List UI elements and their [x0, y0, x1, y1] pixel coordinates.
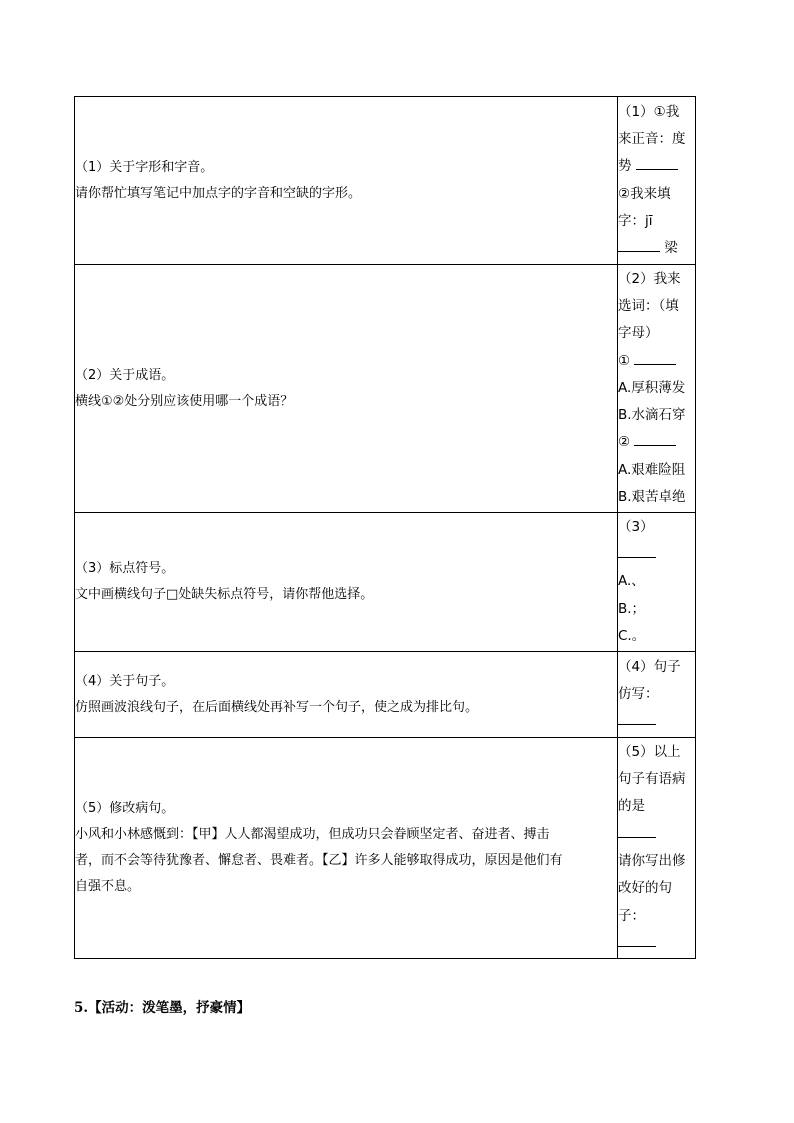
answer-blank[interactable]: [618, 710, 656, 725]
option-a: A.、: [618, 573, 645, 590]
answer-line: [618, 930, 695, 957]
answer-line: （1）①我: [618, 103, 680, 120]
answer-line: 句子有语病: [618, 771, 686, 788]
answer-line: [618, 708, 695, 735]
answer-line: 字母）: [618, 325, 659, 342]
option-b: B.艰苦卓绝: [618, 489, 686, 506]
answer-line: 字：jī: [618, 212, 653, 229]
question-table: [74, 96, 696, 959]
answer-blank[interactable]: [618, 823, 656, 838]
answer-line: 仿写：: [618, 685, 659, 702]
answer-line: 改好的句: [618, 880, 672, 897]
option-a: A.艰难险阻: [618, 461, 686, 478]
question-title: （2）关于成语。: [75, 367, 175, 383]
question-title: （1）关于字形和字音。: [75, 159, 214, 175]
option-b: B.；: [618, 600, 646, 617]
option-c: C.。: [618, 627, 646, 644]
question-text: 小风和小林感慨到：【甲】人人都渴望成功，但成功只会眷顾坚定者、奋进者、搏击: [75, 827, 550, 842]
question-text: 仿照画波浪线句子，在后面横线处再补写一个句子，使之成为排比句。: [75, 699, 479, 715]
question-text: 文中画横线句子□处缺失标点符号，请你帮他选择。: [75, 587, 374, 602]
answer-line: 子：: [618, 907, 645, 924]
answer-line: 的是: [618, 798, 645, 815]
answer-line: ①: [618, 348, 695, 375]
answer-cell: [618, 97, 696, 265]
question-text: 者，而不会等待犹豫者、懈怠者、畏难者。【乙】许多人能够取得成功，原因是他们有: [75, 853, 563, 868]
question-cell: [75, 652, 618, 738]
answer-line: 选词：（填: [618, 297, 679, 314]
option-b: B.水滴石穿: [618, 407, 686, 424]
answer-line: [618, 541, 695, 568]
answer-line: 势: [618, 153, 695, 180]
answer-line: ②: [618, 429, 695, 456]
question-title: （4）关于句子。: [75, 673, 175, 689]
answer-blank[interactable]: [618, 543, 656, 558]
answer-blank[interactable]: [634, 431, 676, 446]
answer-line: （5）以上: [618, 743, 681, 760]
answer-blank[interactable]: [618, 237, 660, 252]
answer-line: 请你写出修: [618, 853, 686, 869]
question-cell: [75, 738, 618, 959]
question-cell: [75, 265, 618, 513]
answer-blank[interactable]: [636, 155, 678, 170]
option-a: A.厚积薄发: [618, 379, 686, 396]
question-cell: [75, 513, 618, 652]
answer-cell: [618, 652, 696, 738]
answer-line: （2）我来: [618, 270, 681, 287]
table-row: [75, 652, 696, 738]
answer-line: 来正音：度: [618, 130, 686, 147]
section-heading: 5.【活动：泼笔墨，抒豪情】: [74, 1000, 251, 1016]
table-row: [75, 97, 696, 265]
question-title: （5）修改病句。: [75, 801, 175, 816]
table-row: [75, 513, 696, 652]
question-text: 横线①②处分别应该使用哪一个成语？: [75, 393, 294, 409]
table-row: [75, 738, 696, 959]
answer-line: [618, 821, 695, 848]
answer-line: （4）句子: [618, 658, 681, 675]
answer-line: （3）: [618, 518, 654, 535]
answer-line: ②我来填: [618, 185, 671, 202]
table-row: [75, 265, 696, 513]
answer-cell: [618, 265, 696, 513]
answer-blank[interactable]: [618, 932, 656, 947]
answer-cell: [618, 513, 696, 652]
answer-line: 梁: [618, 235, 695, 262]
question-cell: [75, 97, 618, 265]
answer-blank[interactable]: [634, 350, 676, 365]
question-text: 自强不息。: [75, 879, 141, 894]
question-title: （3）标点符号。: [75, 561, 175, 576]
question-text: 请你帮忙填写笔记中加点字的字音和空缺的字形。: [75, 185, 362, 201]
answer-cell: [618, 738, 696, 959]
